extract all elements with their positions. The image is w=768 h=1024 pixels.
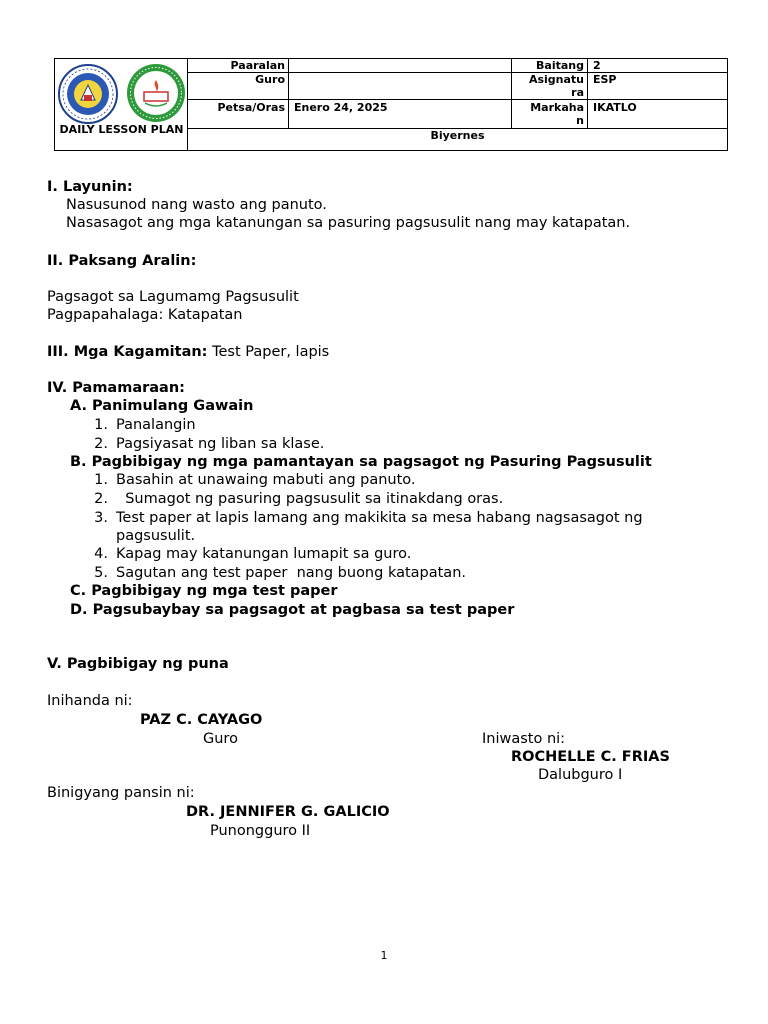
heading-puna: V. Pagbibigay ng puna (47, 656, 229, 672)
paksang-line-1: Pagsagot sa Lagumamg Pagsusulit (47, 289, 299, 305)
col-divider (288, 59, 289, 128)
daily-lesson-plan-title: DAILY LESSON PLAN (59, 123, 184, 136)
prepared-label: Inihanda ni: (47, 693, 133, 709)
step-b-item: Basahin at unawaing mabuti ang panuto. (116, 472, 416, 488)
noted-title: Punongguro II (210, 823, 311, 839)
col-divider (587, 59, 588, 128)
col-divider (511, 59, 512, 128)
checked-name: ROCHELLE C. FRIAS (511, 749, 670, 765)
value-markahan: IKATLO (593, 101, 637, 114)
heading-paksang-aralin: II. Paksang Aralin: (47, 253, 197, 269)
step-b-item-continued: pagsusulit. (116, 528, 196, 544)
kagamitan-line (47, 344, 329, 360)
step-a-item-number: 1. (94, 417, 108, 433)
value-baitang: 2 (593, 59, 601, 72)
step-a-item: Panalangin (116, 417, 196, 433)
label-asignatura-line2: ra (571, 86, 584, 99)
logo-cell (55, 59, 188, 150)
label-asignatura-line1: Asignatu (528, 73, 584, 86)
row-divider (188, 99, 727, 100)
step-b-item: Sagutan ang test paper nang buong katapatan. (116, 565, 466, 581)
step-c-label: C. Pagbibigay ng mga test paper (70, 583, 338, 599)
layunin-line-1: Nasusunod nang wasto ang panuto. (66, 197, 327, 213)
label-markahan (514, 101, 584, 127)
noted-name: DR. JENNIFER G. GALICIO (186, 804, 390, 820)
step-b-item-number: 5. (94, 565, 108, 581)
paksang-line-2: Pagpapahalaga: Katapatan (47, 307, 243, 323)
heading-layunin: I. Layunin: (47, 179, 133, 195)
checked-title: Dalubguro I (538, 767, 623, 783)
step-b-label: B. Pagbibigay ng mga pamantayan sa pagsagot ng Pasuring Pagsusulit (70, 454, 652, 470)
value-petsa-oras: Enero 24, 2025 (294, 101, 388, 114)
heading-pamamaraan: IV. Pamamaraan: (47, 380, 185, 396)
checked-label: Iniwasto ni: (482, 731, 566, 747)
school-seal-icon (125, 62, 187, 124)
label-guro: Guro (255, 73, 285, 86)
prepared-title: Guro (203, 731, 238, 747)
step-a-item: Pagsiyasat ng liban sa klase. (116, 436, 325, 452)
heading-kagamitan: III. Mga Kagamitan: (47, 344, 208, 360)
value-asignatura: ESP (593, 73, 617, 86)
step-a-item-number: 2. (94, 436, 108, 452)
label-baitang: Baitang (536, 59, 584, 72)
value-day: Biyernes (430, 129, 485, 142)
deped-seal-icon (57, 63, 119, 125)
step-b-item: Kapag may katanungan lumapit sa guro. (116, 546, 412, 562)
label-markahan-line2: n (576, 114, 584, 127)
step-b-item: Sumagot ng pasuring pagsusulit sa itinakdang oras. (116, 491, 504, 507)
step-b-item-number: 3. (94, 510, 108, 526)
step-d-label: D. Pagsubaybay sa pagsagot at pagbasa sa test paper (70, 602, 515, 618)
step-b-item-number: 4. (94, 546, 108, 562)
layunin-line-2: Nasasagot ang mga katanungan sa pasuring pagsusulit nang may katapatan. (66, 215, 631, 231)
step-b-item-number: 2. (94, 491, 108, 507)
page-number: 1 (380, 949, 388, 962)
kagamitan-text: Test Paper, lapis (207, 344, 330, 360)
prepared-name: PAZ C. CAYAGO (140, 712, 263, 728)
step-b-item-number: 1. (94, 472, 108, 488)
noted-label: Binigyang pansin ni: (47, 785, 195, 801)
header-table (54, 58, 728, 151)
step-a-label: A. Panimulang Gawain (70, 398, 254, 414)
label-asignatura (514, 73, 584, 99)
label-petsa-oras: Petsa/Oras (217, 101, 285, 114)
label-markahan-line1: Markaha (530, 101, 584, 114)
label-paaralan: Paaralan (230, 59, 285, 72)
step-b-item: Test paper at lapis lamang ang makikita sa mesa habang nagsasagot ng (116, 510, 643, 526)
